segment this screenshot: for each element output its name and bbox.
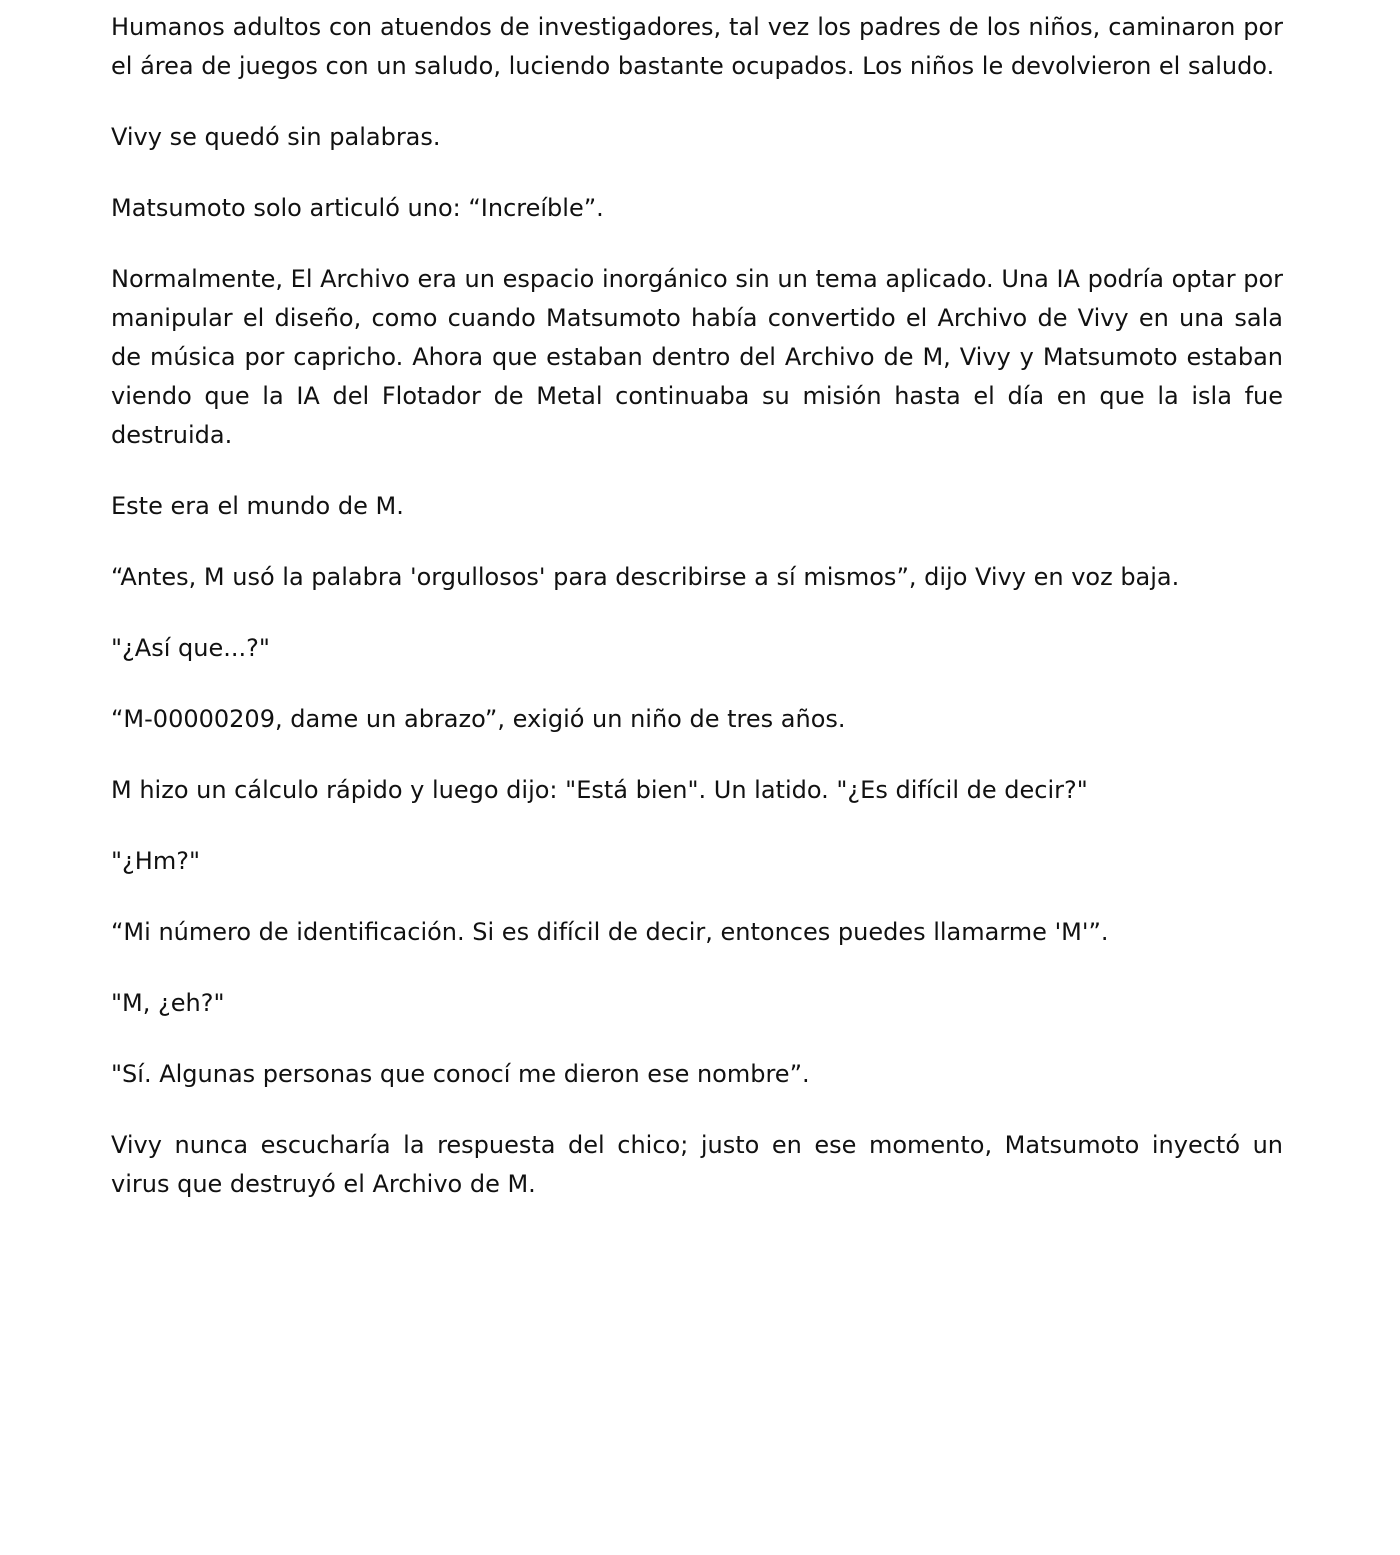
body-text: [111, 8, 1283, 1236]
paragraph-10: "¿Hm?": [111, 847, 200, 875]
paragraph-9: M hizo un cálculo rápido y luego dijo: "Está bien". Un latido. "¿Es difícil de decir?": [111, 776, 1088, 804]
paragraph-7: "¿Así que...?": [111, 634, 270, 662]
paragraph-14: Vivy nunca escucharía la respuesta del chico; justo en ese momento, Matsumoto inyectó un virus que destruyó el Archivo de M.: [111, 1131, 1283, 1198]
paragraph-2: Vivy se quedó sin palabras.: [111, 123, 441, 151]
paragraph-12: "M, ¿eh?": [111, 989, 225, 1017]
paragraph-8: “M-00000209, dame un abrazo”, exigió un niño de tres años.: [111, 705, 846, 733]
paragraph-6: “Antes, M usó la palabra 'orgullosos' para describirse a sí mismos”, dijo Vivy en voz baja.: [111, 563, 1180, 591]
paragraph-11: “Mi número de identificación. Si es difícil de decir, entonces puedes llamarme 'M'”.: [111, 918, 1109, 946]
paragraph-5: Este era el mundo de M.: [111, 492, 404, 520]
paragraph-4: Normalmente, El Archivo era un espacio inorgánico sin un tema aplicado. Una IA podría optar por manipular el diseño, como cuando Matsumoto había convertido el Archivo de Vivy en una sala de música por capricho. Ahora que estaban dentro del Archivo de M, Vivy y Matsumoto estaban viendo que la IA del Flotador de Metal continuaba su misión hasta el día en que la isla fue destruida.: [111, 265, 1283, 449]
paragraph-3: Matsumoto solo articuló uno: “Increíble”.: [111, 194, 604, 222]
paragraph-13: "Sí. Algunas personas que conocí me dieron ese nombre”.: [111, 1060, 810, 1088]
paragraph-1: Humanos adultos con atuendos de investigadores, tal vez los padres de los niños, caminaron por el área de juegos con un saludo, luciendo bastante ocupados. Los niños le devolvieron el saludo.: [111, 13, 1283, 80]
